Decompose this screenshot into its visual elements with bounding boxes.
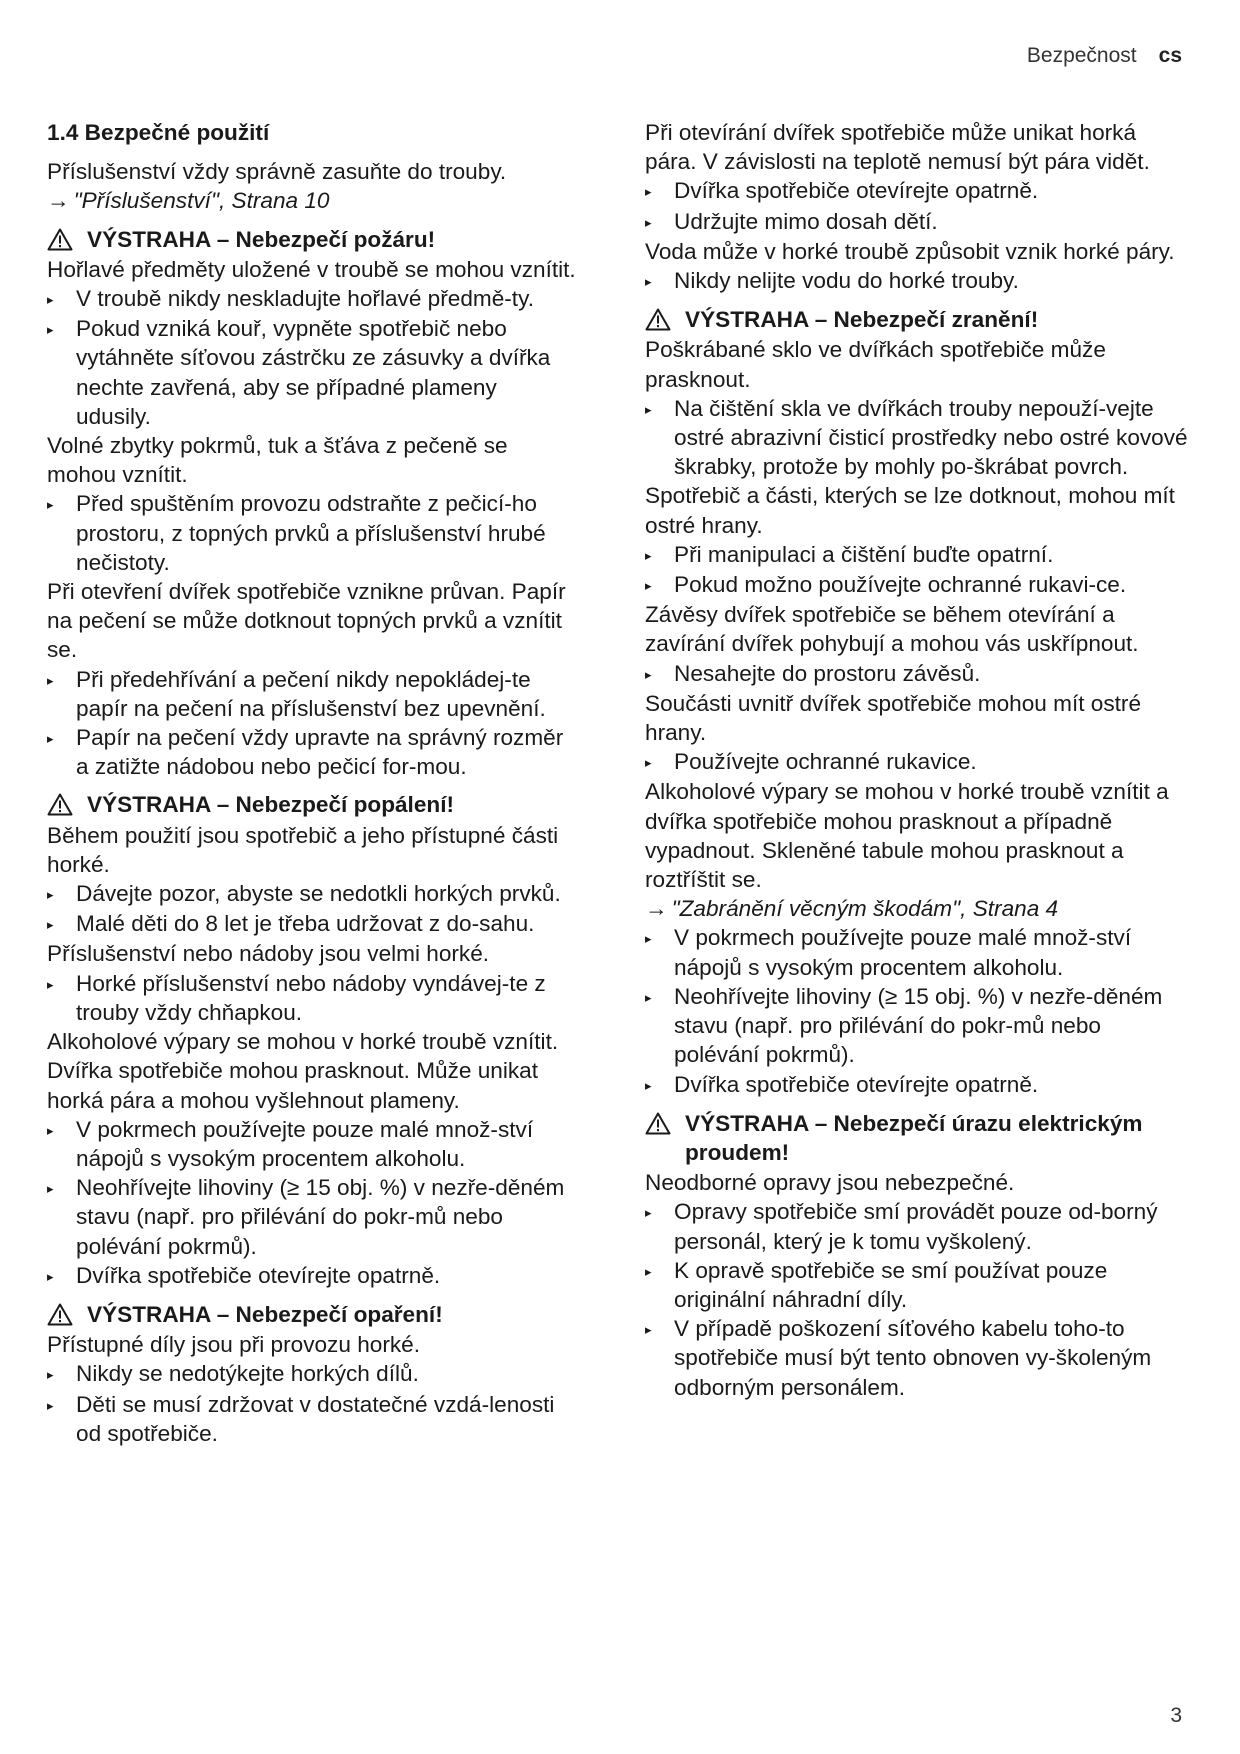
paragraph: Při otevírání dvířek spotřebiče může unikat horká pára. V závislosti na teplotě nemusí být pára vidět. — [645, 120, 1150, 175]
list-item-text: K opravě spotřebiče se smí používat pouze originální náhradní díly. — [674, 1257, 1108, 1312]
list-item — [47, 489, 577, 577]
paragraph: Hořlavé předměty uložené v troubě se mohou vznítit. — [47, 256, 576, 282]
list-item-text: V troubě nikdy neskladujte hořlavé předmě-ty. — [76, 286, 534, 312]
list-item — [645, 1314, 1190, 1402]
bullet-marker: ▸ — [47, 322, 54, 338]
warning-icon — [47, 793, 73, 816]
paragraph: Přístupné díly jsou při provozu horké. — [47, 1332, 420, 1358]
bullet-marker: ▸ — [47, 976, 54, 992]
list-item-text: Děti se musí zdržovat v dostatečné vzdá-lenosti od spotřebiče. — [76, 1391, 555, 1446]
list-item-text: Nesahejte do prostoru závěsů. — [674, 660, 981, 686]
left-column — [47, 118, 577, 1448]
bullet-marker: ▸ — [645, 274, 652, 290]
list-item — [47, 1115, 577, 1173]
warning-heading — [47, 1300, 577, 1329]
list-item-text: Dvířka spotřebiče otevírejte opatrně. — [76, 1262, 441, 1288]
bullet-marker: ▸ — [645, 1077, 652, 1093]
cross-reference-text: "Zabránění věcným škodám", Strana 4 — [671, 896, 1059, 922]
warning-icon — [47, 228, 73, 251]
bullet-marker: ▸ — [47, 292, 54, 308]
list-item-text: Malé děti do 8 let je třeba udržovat z do-sahu. — [76, 911, 535, 937]
bullet-marker: ▸ — [47, 1367, 54, 1383]
bullet-marker: ▸ — [645, 1322, 652, 1338]
list-item-text: V pokrmech používejte pouze malé množ-ství nápojů s vysokým procentem alkoholu. — [76, 1116, 534, 1171]
list-item — [47, 665, 577, 723]
list-item — [47, 879, 577, 909]
list-item-text: Papír na pečení vždy upravte na správný rozměr a zatižte nádobou nebo pečicí for-mou. — [76, 725, 564, 780]
cross-reference-text: "Příslušenství", Strana 10 — [73, 188, 330, 214]
bullet-marker: ▸ — [47, 917, 54, 933]
running-header — [1027, 44, 1182, 68]
list-item — [47, 314, 577, 431]
warning-icon — [47, 1303, 73, 1326]
arrow-right-icon: → — [645, 896, 668, 922]
list-item — [47, 1359, 577, 1389]
paragraph: Alkoholové výpary se mohou v horké troubě vznítit. Dvířka spotřebiče mohou prasknout. Může unikat horká pára a mohou vyšlehnout plameny. — [47, 1029, 559, 1113]
list-item — [47, 723, 577, 781]
list-item-text: Na čištění skla ve dvířkách trouby nepouží-vejte ostré abrazivní čisticí prostředky nebo ostré kovové škrabky, protože by mohly po-škrábat povrch. — [674, 395, 1188, 480]
bullet-marker: ▸ — [47, 887, 54, 903]
list-item — [47, 909, 577, 939]
paragraph: Spotřebič a části, kterých se lze dotknout, mohou mít ostré hrany. — [645, 483, 1175, 538]
section-heading: 1.4 Bezpečné použití — [47, 120, 270, 145]
list-item — [645, 540, 1190, 570]
warning-title: VÝSTRAHA – Nebezpečí úrazu elektrickým proudem! — [685, 1110, 1143, 1165]
list-item — [645, 659, 1190, 689]
bullet-marker: ▸ — [645, 401, 652, 417]
bullet-marker: ▸ — [645, 547, 652, 563]
paragraph: Neodborné opravy jsou nebezpečné. — [645, 1170, 1015, 1196]
list-item-text: Horké příslušenství nebo nádoby vyndávej-te z trouby vždy chňapkou. — [76, 970, 546, 1025]
bullet-marker: ▸ — [47, 1122, 54, 1138]
list-item-text: Při manipulaci a čištění buďte opatrní. — [674, 541, 1054, 567]
warning-heading — [645, 305, 1190, 334]
list-item-text: Nikdy se nedotýkejte horkých dílů. — [76, 1361, 419, 1387]
list-item-text: V pokrmech používejte pouze malé množ-ství nápojů s vysokým procentem alkoholu. — [674, 925, 1132, 980]
bullet-marker: ▸ — [47, 497, 54, 513]
list-item-text: Používejte ochranné rukavice. — [674, 749, 977, 775]
list-item-text: V případě poškození síťového kabelu toho-to spotřebiče musí být tento obnoven vy-školeným odborným personálem. — [674, 1316, 1152, 1400]
warning-heading — [645, 1109, 1190, 1167]
list-item — [47, 284, 577, 314]
list-item — [645, 570, 1190, 600]
paragraph: Alkoholové výpary se mohou v horké troubě vznítit a dvířka spotřebiče mohou prasknout a případně vypadnout. Skleněné tabule mohou prasknout a roztříštit se. — [645, 779, 1169, 893]
list-item — [645, 923, 1190, 981]
bullet-marker: ▸ — [645, 755, 652, 771]
paragraph: Voda může v horké troubě způsobit vznik horké páry. — [645, 238, 1175, 264]
warning-title: VÝSTRAHA – Nebezpečí zranění! — [685, 307, 1039, 333]
bullet-marker: ▸ — [645, 666, 652, 682]
paragraph: Příslušenství nebo nádoby jsou velmi horké. — [47, 941, 490, 967]
paragraph: Poškrábané sklo ve dvířkách spotřebiče může prasknout. — [645, 337, 1106, 392]
list-item — [645, 394, 1190, 482]
list-item-text: Dvířka spotřebiče otevírejte opatrně. — [674, 1071, 1039, 1097]
list-item — [47, 1173, 577, 1261]
cross-reference[interactable] — [645, 894, 1190, 923]
list-item — [47, 1390, 577, 1448]
list-item-text: Neohřívejte lihoviny (≥ 15 obj. %) v nezře-děném stavu (např. pro přilévání do pokr-mů nebo polévání pokrmů). — [76, 1175, 565, 1259]
warning-title: VÝSTRAHA – Nebezpečí popálení! — [87, 792, 455, 818]
list-item — [645, 266, 1190, 296]
bullet-marker: ▸ — [645, 578, 652, 594]
warning-title: VÝSTRAHA – Nebezpečí opaření! — [87, 1301, 443, 1327]
list-item-text: Opravy spotřebiče smí provádět pouze od-borný personál, který je k tomu vyškolený. — [674, 1199, 1158, 1254]
list-item — [645, 207, 1190, 237]
list-item-text: Neohřívejte lihoviny (≥ 15 obj. %) v nezře-děném stavu (např. pro přilévání do pokr-mů nebo polévání pokrmů). — [674, 983, 1163, 1068]
bullet-marker: ▸ — [47, 1181, 54, 1197]
warning-heading — [47, 225, 577, 254]
list-item-text: Dvířka spotřebiče otevírejte opatrně. — [674, 178, 1039, 204]
bullet-marker: ▸ — [645, 931, 652, 947]
warning-heading — [47, 790, 577, 819]
bullet-marker: ▸ — [47, 1268, 54, 1284]
warning-title: VÝSTRAHA – Nebezpečí požáru! — [87, 226, 436, 252]
header-section: Bezpečnost — [1026, 44, 1137, 67]
page-number: 3 — [1170, 1704, 1182, 1727]
list-item — [47, 1261, 577, 1291]
arrow-right-icon: → — [47, 188, 70, 214]
list-item — [645, 982, 1190, 1070]
list-item — [645, 1197, 1190, 1255]
list-item-text: Pokud možno používejte ochranné rukavi-ce. — [674, 572, 1127, 598]
list-item-text: Nikdy nelijte vodu do horké trouby. — [674, 268, 1019, 294]
list-item-text: Udržujte mimo dosah dětí. — [674, 208, 938, 234]
list-item — [645, 1070, 1190, 1100]
list-item — [47, 969, 577, 1027]
paragraph: Volné zbytky pokrmů, tuk a šťáva z pečeně se mohou vznítit. — [47, 433, 508, 488]
paragraph: Příslušenství vždy správně zasuňte do trouby. — [47, 159, 507, 185]
list-item — [645, 747, 1190, 777]
list-item-text: Při předehřívání a pečení nikdy nepokládej-te papír na pečení na příslušenství bez upevnění. — [76, 666, 546, 721]
list-item-text: Dávejte pozor, abyste se nedotkli horkých prvků. — [76, 881, 561, 907]
bullet-marker: ▸ — [47, 1397, 54, 1413]
header-lang: cs — [1158, 44, 1182, 67]
list-item-text: Pokud vzniká kouř, vypněte spotřebič nebo vytáhněte síťovou zástrčku ze zásuvky a dvířka nechte zavřená, aby se případné plameny udusily. — [76, 316, 551, 429]
paragraph: Součásti uvnitř dvířek spotřebiče mohou mít ostré hrany. — [645, 690, 1142, 746]
bullet-marker: ▸ — [47, 731, 54, 747]
list-item — [645, 176, 1190, 206]
bullet-marker: ▸ — [645, 1205, 652, 1221]
paragraph: Během použití jsou spotřebič a jeho přístupné části horké. — [47, 822, 559, 877]
warning-icon — [645, 1112, 671, 1135]
bullet-marker: ▸ — [645, 214, 652, 230]
bullet-marker: ▸ — [645, 184, 652, 200]
right-column — [645, 118, 1190, 1402]
paragraph: Závěsy dvířek spotřebiče se během otevírání a zavírání dvířek pohybují a mohou vás uskřípnout. — [645, 602, 1139, 657]
warning-icon — [645, 308, 671, 331]
list-item — [645, 1256, 1190, 1314]
paragraph: Při otevření dvířek spotřebiče vznikne průvan. Papír na pečení se může dotknout topných prvků a vznítit se. — [47, 579, 566, 663]
list-item-text: Před spuštěním provozu odstraňte z pečicí-ho prostoru, z topných prvků a příslušenství hrubé nečistoty. — [76, 491, 546, 575]
cross-reference[interactable] — [47, 186, 577, 215]
bullet-marker: ▸ — [645, 989, 652, 1005]
bullet-marker: ▸ — [47, 672, 54, 688]
bullet-marker: ▸ — [645, 1263, 652, 1279]
